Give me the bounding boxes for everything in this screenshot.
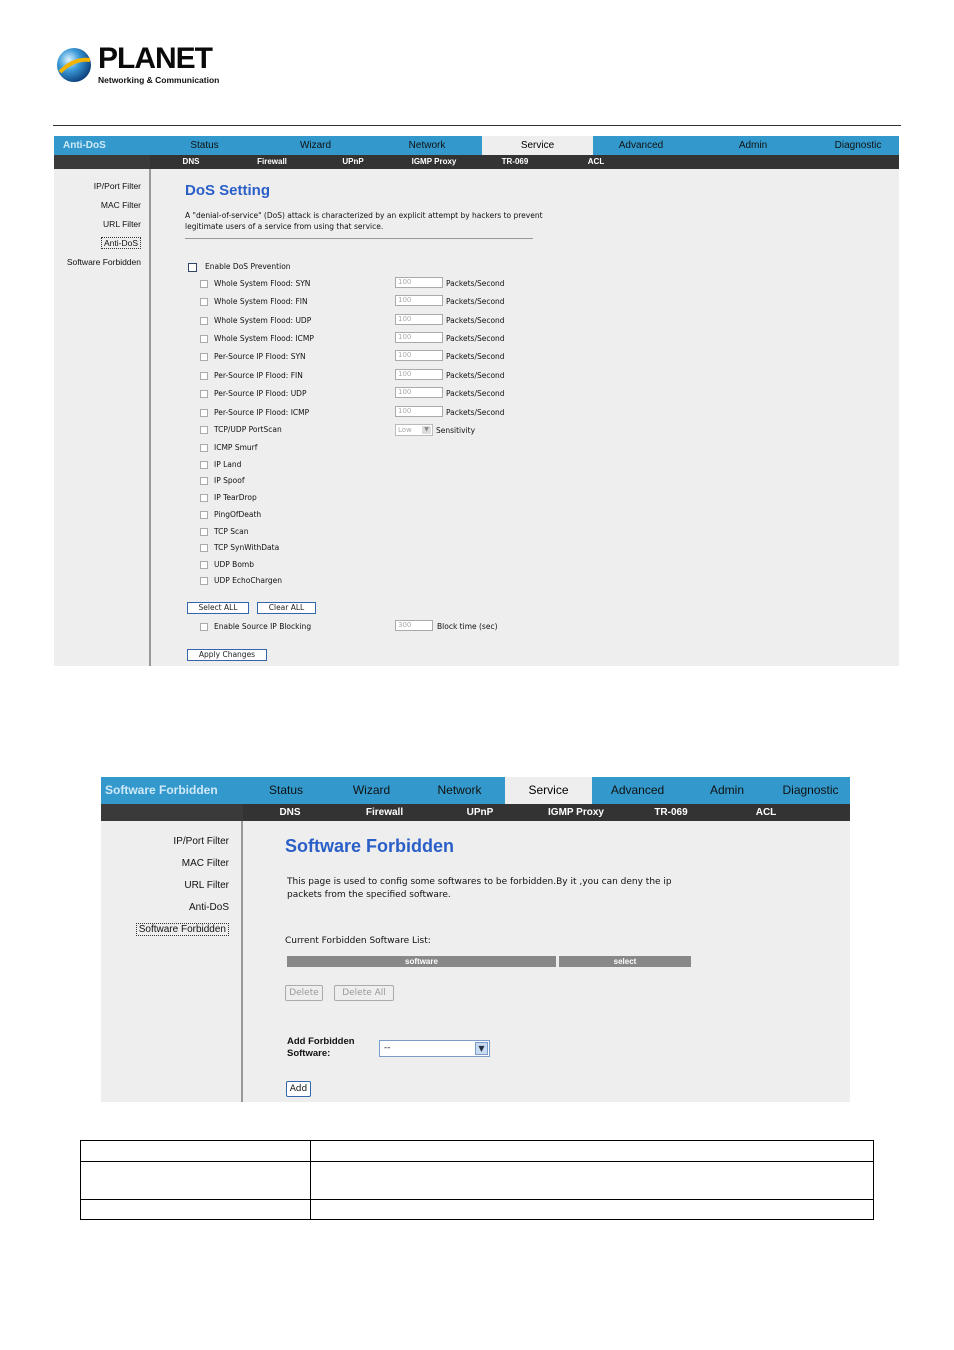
flood-unit: Packets/Second	[446, 316, 505, 325]
select-all-button[interactable]: Select ALL	[187, 602, 249, 614]
block-time-input[interactable]: 300	[395, 620, 433, 631]
flood-rate-input[interactable]: 100	[395, 369, 443, 380]
flood-rate-input[interactable]: 100	[395, 350, 443, 361]
table-header-cell	[311, 1141, 874, 1162]
chevron-down-icon: ▼	[475, 1042, 488, 1055]
flood-unit: Packets/Second	[446, 389, 505, 398]
table-header-cell	[81, 1141, 311, 1162]
check-checkbox[interactable]	[200, 544, 208, 552]
page-name: Software Forbidden	[105, 783, 218, 797]
subtab-acl[interactable]: ACL	[587, 157, 605, 166]
sidebar-item-anti-dos[interactable]: Anti-DoS	[101, 238, 149, 248]
subtab-tr069[interactable]: TR-069	[501, 157, 529, 166]
subtab-tr069[interactable]: TR-069	[654, 807, 688, 818]
subtab-dns[interactable]: DNS	[182, 157, 200, 166]
subtab-firewall[interactable]: Firewall	[365, 807, 404, 818]
portscan-row[interactable]: TCP/UDP PortScan	[200, 424, 282, 436]
column-software: software	[287, 956, 556, 967]
check-row[interactable]: PingOfDeath	[200, 509, 261, 521]
sidebar-item-anti-dos[interactable]: Anti-DoS	[188, 902, 229, 913]
flood-rate-input[interactable]: 100	[395, 387, 443, 398]
sub-nav	[54, 155, 899, 169]
add-button[interactable]: Add	[286, 1081, 311, 1097]
sidebar	[54, 169, 151, 666]
sidebar-item-mac-filter[interactable]: MAC Filter	[100, 200, 141, 210]
tab-wizard[interactable]: Wizard	[299, 140, 332, 151]
flood-row[interactable]: Per-Source IP Flood: FIN	[200, 370, 303, 382]
flood-rate-input[interactable]: 100	[395, 295, 443, 306]
subtab-dns[interactable]: DNS	[279, 807, 301, 818]
tab-status[interactable]: Status	[268, 783, 304, 797]
subnav-spacer	[101, 804, 243, 821]
table-cell	[81, 1162, 311, 1200]
sidebar-item-mac-filter[interactable]: MAC Filter	[181, 858, 229, 869]
subtab-igmp-proxy[interactable]: IGMP Proxy	[411, 157, 457, 166]
top-nav	[101, 777, 850, 804]
apply-changes-button[interactable]: Apply Changes	[187, 649, 267, 661]
flood-checkbox[interactable]	[200, 353, 208, 361]
chevron-down-icon: ▼	[422, 426, 431, 434]
flood-unit: Packets/Second	[446, 279, 505, 288]
check-row[interactable]: TCP SynWithData	[200, 542, 279, 554]
clear-all-button[interactable]: Clear ALL	[257, 602, 316, 614]
table-cell	[311, 1162, 874, 1200]
software-forbidden-panel	[101, 777, 850, 1102]
flood-row[interactable]: Per-Source IP Flood: ICMP	[200, 407, 309, 419]
flood-rate-input[interactable]: 100	[395, 314, 443, 325]
tab-status[interactable]: Status	[190, 140, 219, 151]
flood-unit: Packets/Second	[446, 408, 505, 417]
tab-advanced[interactable]: Advanced	[618, 140, 664, 151]
flood-rate-input[interactable]: 100	[395, 277, 443, 288]
check-checkbox[interactable]	[200, 444, 208, 452]
portscan-sensitivity-select[interactable]: Low ▼	[395, 424, 433, 436]
source-ip-blocking-row[interactable]: Enable Source IP Blocking	[200, 621, 311, 633]
check-checkbox[interactable]	[200, 477, 208, 485]
software-select[interactable]: -- ▼	[379, 1040, 490, 1057]
delete-button[interactable]: Delete	[285, 985, 323, 1001]
tab-diagnostic[interactable]: Diagnostic	[834, 140, 882, 151]
table-cell	[81, 1200, 311, 1220]
flood-checkbox[interactable]	[200, 280, 208, 288]
subtab-igmp-proxy[interactable]: IGMP Proxy	[548, 807, 604, 818]
check-checkbox[interactable]	[200, 561, 208, 569]
tab-diagnostic[interactable]: Diagnostic	[782, 783, 839, 797]
tab-advanced[interactable]: Advanced	[610, 783, 665, 797]
brand-tagline: Networking & Communication	[98, 75, 220, 85]
flood-row[interactable]: Whole System Flood: UDP	[200, 315, 311, 327]
check-row[interactable]: IP TearDrop	[200, 492, 257, 504]
sidebar	[101, 821, 243, 1102]
subtab-upnp[interactable]: UPnP	[466, 807, 494, 818]
check-row[interactable]: IP Spoof	[200, 475, 244, 487]
tab-service[interactable]: Service	[505, 777, 592, 804]
page-name: Anti-DoS	[63, 140, 106, 151]
subtab-upnp[interactable]: UPnP	[342, 157, 364, 166]
flood-row[interactable]: Whole System Flood: FIN	[200, 296, 308, 308]
check-checkbox[interactable]	[200, 511, 208, 519]
sidebar-item-url-filter[interactable]: URL Filter	[184, 880, 229, 891]
sidebar-item-software-forbidden[interactable]: Software Forbidden	[136, 924, 241, 935]
table-cell	[311, 1200, 874, 1220]
add-forbidden-label: Add Forbidden Software:	[287, 1036, 355, 1059]
page-description: A "denial-of-service" (DoS) attack is characterized by an explicit attempt by hackers to prevent legitimate users of a service from using that service.	[185, 211, 543, 231]
check-row[interactable]: UDP EchoChargen	[200, 575, 282, 587]
flood-unit: Packets/Second	[446, 297, 505, 306]
flood-unit: Packets/Second	[446, 334, 505, 343]
flood-rate-input[interactable]: 100	[395, 406, 443, 417]
check-row[interactable]: ICMP Smurf	[200, 442, 257, 454]
subnav-spacer	[54, 155, 150, 169]
subtab-acl[interactable]: ACL	[755, 807, 777, 818]
brand-name: PLANET	[98, 42, 212, 75]
column-select: select	[559, 956, 691, 967]
planet-logo	[54, 42, 220, 86]
forbidden-list-label: Current Forbidden Software List:	[285, 936, 431, 946]
page-description: This page is used to config some softwares to be forbidden.By it ,you can deny the ip packets from the specified software.	[287, 877, 672, 900]
sensitivity-unit: Sensitivity	[436, 426, 476, 435]
flood-rate-input[interactable]: 100	[395, 332, 443, 343]
portscan-checkbox[interactable]	[200, 426, 208, 434]
subtab-firewall[interactable]: Firewall	[257, 157, 287, 166]
enable-dos-row[interactable]: Enable DoS Prevention	[188, 261, 291, 273]
tab-admin[interactable]: Admin	[738, 140, 768, 151]
delete-all-button[interactable]: Delete All	[334, 985, 394, 1001]
check-checkbox[interactable]	[200, 528, 208, 536]
flood-checkbox[interactable]	[200, 409, 208, 417]
flood-checkbox[interactable]	[200, 317, 208, 325]
check-checkbox[interactable]	[200, 494, 208, 502]
tab-service[interactable]: Service	[482, 136, 593, 155]
parameter-table	[80, 1140, 874, 1220]
flood-checkbox[interactable]	[200, 298, 208, 306]
sidebar-item-url-filter[interactable]: URL Filter	[103, 219, 141, 229]
flood-checkbox[interactable]	[200, 390, 208, 398]
page-title: DoS Setting	[185, 182, 270, 199]
check-row[interactable]: IP Land	[200, 459, 241, 471]
page-title: Software Forbidden	[285, 836, 455, 856]
flood-row[interactable]: Whole System Flood: ICMP	[200, 333, 314, 345]
block-time-unit: Block time (sec)	[437, 622, 498, 631]
sidebar-item-ip-port-filter[interactable]: IP/Port Filter	[93, 181, 141, 191]
source-ip-blocking-checkbox[interactable]	[200, 623, 208, 631]
flood-checkbox[interactable]	[200, 372, 208, 380]
check-checkbox[interactable]	[200, 461, 208, 469]
globe-icon	[54, 44, 94, 84]
tab-network[interactable]: Network	[408, 140, 446, 151]
sidebar-item-software-forbidden[interactable]: Software Forbidden	[66, 257, 141, 267]
flood-row[interactable]: Per-Source IP Flood: UDP	[200, 388, 306, 400]
check-row[interactable]: UDP Bomb	[200, 559, 254, 571]
header-divider	[53, 125, 901, 126]
tab-wizard[interactable]: Wizard	[352, 783, 391, 797]
flood-row[interactable]: Per-Source IP Flood: SYN	[200, 351, 306, 363]
sub-nav	[101, 804, 850, 821]
top-nav	[54, 136, 899, 155]
tab-network[interactable]: Network	[437, 783, 482, 797]
sidebar-item-ip-port-filter[interactable]: IP/Port Filter	[173, 836, 229, 847]
flood-unit: Packets/Second	[446, 352, 505, 361]
dos-content	[185, 182, 885, 239]
tab-admin[interactable]: Admin	[709, 783, 744, 797]
flood-checkbox[interactable]	[200, 335, 208, 343]
check-row[interactable]: TCP Scan	[200, 526, 249, 538]
enable-dos-checkbox[interactable]	[188, 263, 197, 272]
description-divider	[185, 238, 533, 239]
check-checkbox[interactable]	[200, 577, 208, 585]
flood-unit: Packets/Second	[446, 371, 505, 380]
flood-row[interactable]: Whole System Flood: SYN	[200, 278, 310, 290]
dos-setting-panel	[54, 136, 899, 666]
